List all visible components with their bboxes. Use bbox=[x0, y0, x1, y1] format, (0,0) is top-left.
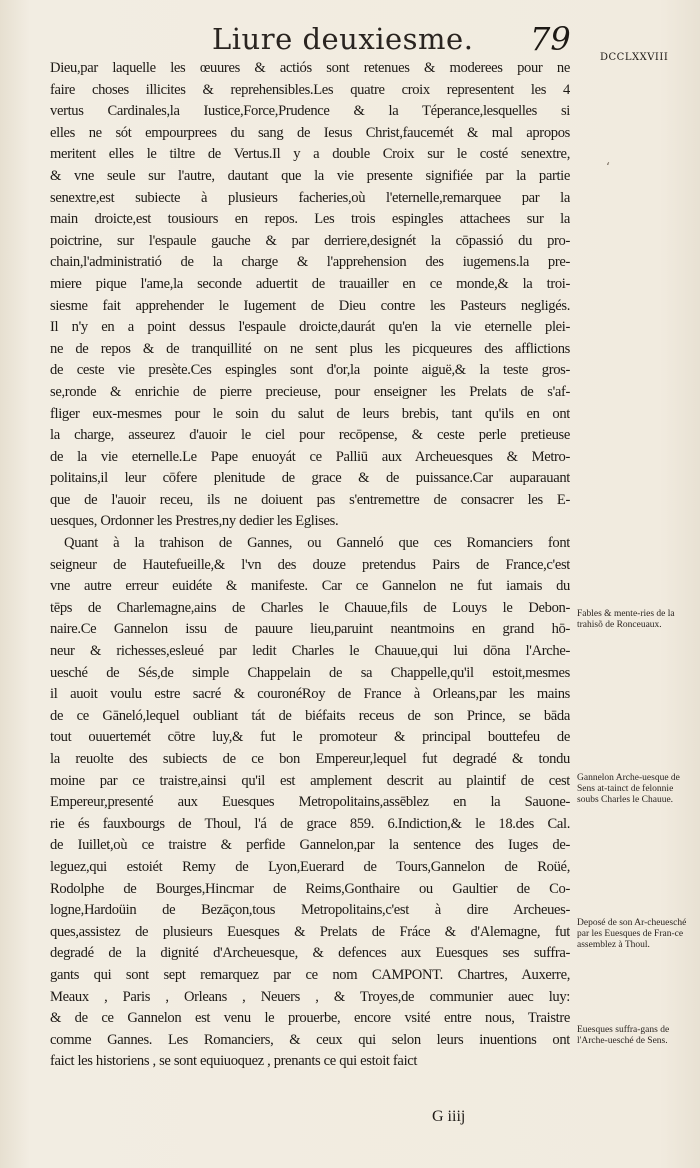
text-line: que de l'auoir receu, ils ne doiuent pas s'entremettre de consacrer les E- bbox=[50, 491, 570, 508]
text-line: Quant à la trahison de Gannes, ou Ganneló que ces Romanciers font bbox=[64, 535, 570, 552]
text-line: tout ouuertemét cōtre luy,& fut le promoteur & principal bouttefeu de bbox=[50, 729, 570, 746]
text-line: vne autre erreur euidéte & manifeste. Car ce Gannelon ne fut iamais du bbox=[50, 578, 570, 595]
text-line: tēps de Charlemagne,ains de Charles le Chauue,fils de Louys le Debon- bbox=[50, 599, 570, 616]
text-line: politains,il leur cōfere plenitude de grace & de puissance.Car auparauant bbox=[50, 470, 570, 487]
text-line: Meaux , Paris , Orleans , Neuers , & Troyes,de communier auec luy: bbox=[50, 988, 570, 1005]
text-line: vertus Cardinales,la Iustice,Force,Prudence & la Téperance,lesquelles si bbox=[50, 103, 570, 120]
main-text-block bbox=[50, 58, 570, 1073]
margin-note: Deposé de son Ar-cheuesché par les Euesques de Fran-ce assemblez à Thoul. bbox=[577, 918, 687, 950]
text-line: neur & richesses,esleué par ledit Charles le Chauue,qui lui dōna l'Arche- bbox=[50, 643, 570, 660]
text-line: Empereur,presenté aux Euesques Metropolitains,assēblez en la Sauone- bbox=[50, 794, 570, 811]
text-line: comme Gannes. Les Romanciers, & ceux qui selon leurs inuentions ont bbox=[50, 1031, 570, 1048]
text-line: faire choses illicites & reprehensibles.Les quatre croix representent les 4 bbox=[50, 81, 570, 98]
margin-note: Euesques suffra-gans de l'Arche-uesché de Sens. bbox=[577, 1025, 670, 1046]
text-line: uesché de Sés,de simple Chappelain de sa Chappelle,qu'il estoit,mesmes bbox=[50, 664, 570, 681]
text-line: siesme fait apprehender le Iugement de Dieu contre les Pasteurs negligés. bbox=[50, 297, 570, 314]
text-line: & vne seule sur l'autre, dautant que la vie presente signifiée par la partie bbox=[50, 167, 570, 184]
text-line: de la vie eternelle.Le Pape enuoyát ce Palliū aux Archeuesques & Metro- bbox=[50, 448, 570, 465]
text-line: Rodolphe de Bourges,Hincmar de Reims,Gonthaire ou Gaultier de Co- bbox=[50, 880, 570, 897]
page-number: 79 bbox=[530, 20, 571, 58]
text-line: de Iuillet,où ce traistre & perfide Gannelon,par la sentence des Iuges de- bbox=[50, 837, 570, 854]
text-line: & de ce Gannelon est venu le prouerbe, encore vsité entre nous, Traistre bbox=[50, 1010, 570, 1027]
text-line: Il n'y en a point dessus l'espaule droicte,daurát qu'en la vie eternelle plei- bbox=[50, 319, 570, 336]
folio-number: DCCLXXVIII bbox=[600, 52, 669, 63]
text-line: de ce Gāneló,lequel oubliant tát de biéfaits receus de son Prince, se bāda bbox=[50, 707, 570, 724]
text-line: de ceste vie presète.Ces espingles sont d'or,la pointe aiguë,& la teste gros- bbox=[50, 362, 570, 379]
text-line: rie és fauxbourgs de Thoul, l'á de grace 859. 6.Indiction,& le 18.des Cal. bbox=[50, 815, 570, 832]
text-line: main droicte,est tousiours en repos. Les trois espingles attachees sur la bbox=[50, 211, 570, 228]
text-line: naire.Ce Gannelon issu de pauure lieu,paruint neantmoins en grand hō- bbox=[50, 621, 570, 638]
signature-mark: G iiij bbox=[432, 1108, 466, 1125]
text-line: uesques, Ordonner les Prestres,ny dedier les Eglises. bbox=[50, 513, 339, 530]
text-line: gants qui sont sept remarquez par ce nom CAMPONT. Chartres, Auxerre, bbox=[50, 966, 570, 983]
text-line: moine par ce traistre,ainsi qu'il est amplement descrit au plaintif de cest bbox=[50, 772, 570, 789]
text-line: degradé de la dignité d'Archeuesque, & defences aux Euesques ses suffra- bbox=[50, 945, 570, 962]
text-line: faict les historiens , se sont equiuoquez , prenants ce qui estoit faict bbox=[50, 1053, 418, 1070]
text-line: se,ronde & enrichie de pierre precieuse, pour enseigner les Prelats de s'af- bbox=[50, 383, 570, 400]
text-line: elles ne sót empourprees du sang de Iesus Christ,faucemét & mal apropos bbox=[50, 124, 570, 141]
text-line: logne,Hardoüin de Bezāçon,tous Metropolitains,c'est à dire Archeues- bbox=[50, 902, 570, 919]
text-line: la reuolte des subiects de ce bon Empereur,lequel fut degradé & tondu bbox=[50, 751, 570, 767]
text-line: la charge, asseurez d'auoir le ciel pour recōpense, & ceste perle pretieuse bbox=[50, 427, 570, 444]
text-line: miere pique l'ame,la seconde aduertit de trauailler en ce monde,& la troi- bbox=[50, 275, 570, 292]
text-line: senextre,est subiecte à plusieurs facheries,où l'eternelle,remarquee par la bbox=[50, 189, 570, 206]
text-line: chain,l'administratió de la charge & l'apprehension des iugemens.la pre- bbox=[50, 254, 570, 271]
margin-note: Gannelon Arche-uesque de Sens at-tainct de felonnie soubs Charles le Chauue. bbox=[577, 773, 680, 805]
text-line: fliger eux-mesmes pour le soin du salut de leurs brebis, tant qu'ils en ont bbox=[50, 405, 570, 422]
text-line: poictrine, sur l'espaule gauche & par derriere,designét la cōpassió du pro- bbox=[50, 232, 570, 249]
text-line: il auoit voulu estre sacré & couronéRoy de France à Orleans,par les mains bbox=[50, 686, 570, 703]
text-line: seigneur de Hautefueille,& l'vn des douze pretendus Pairs de France,c'est bbox=[50, 556, 570, 573]
text-line: leguez,qui estoiét Remy de Lyon,Euerard de Tours,Gannelon de Roüé, bbox=[50, 858, 570, 875]
marginal-mark: ‘ bbox=[606, 160, 610, 174]
text-line: meritent elles le tiltre de Vertus.Il y a double Croix sur le costé senextre, bbox=[50, 146, 570, 163]
running-header: Liure deuxiesme. bbox=[212, 22, 474, 56]
margin-note: Fables & mente-ries de la trahisõ de Ronceuaux. bbox=[577, 609, 675, 630]
text-line: Dieu,par laquelle les œuures & actiós sont retenues & moderees pour ne bbox=[50, 60, 570, 76]
text-line: ne de repos & de tranquillité on ne sent plus les picqueures des afflictions bbox=[50, 340, 570, 357]
text-line: ques,assistez de plusieurs Euesques & Prelats de Fráce & d'Alemagne, fut bbox=[50, 923, 570, 940]
